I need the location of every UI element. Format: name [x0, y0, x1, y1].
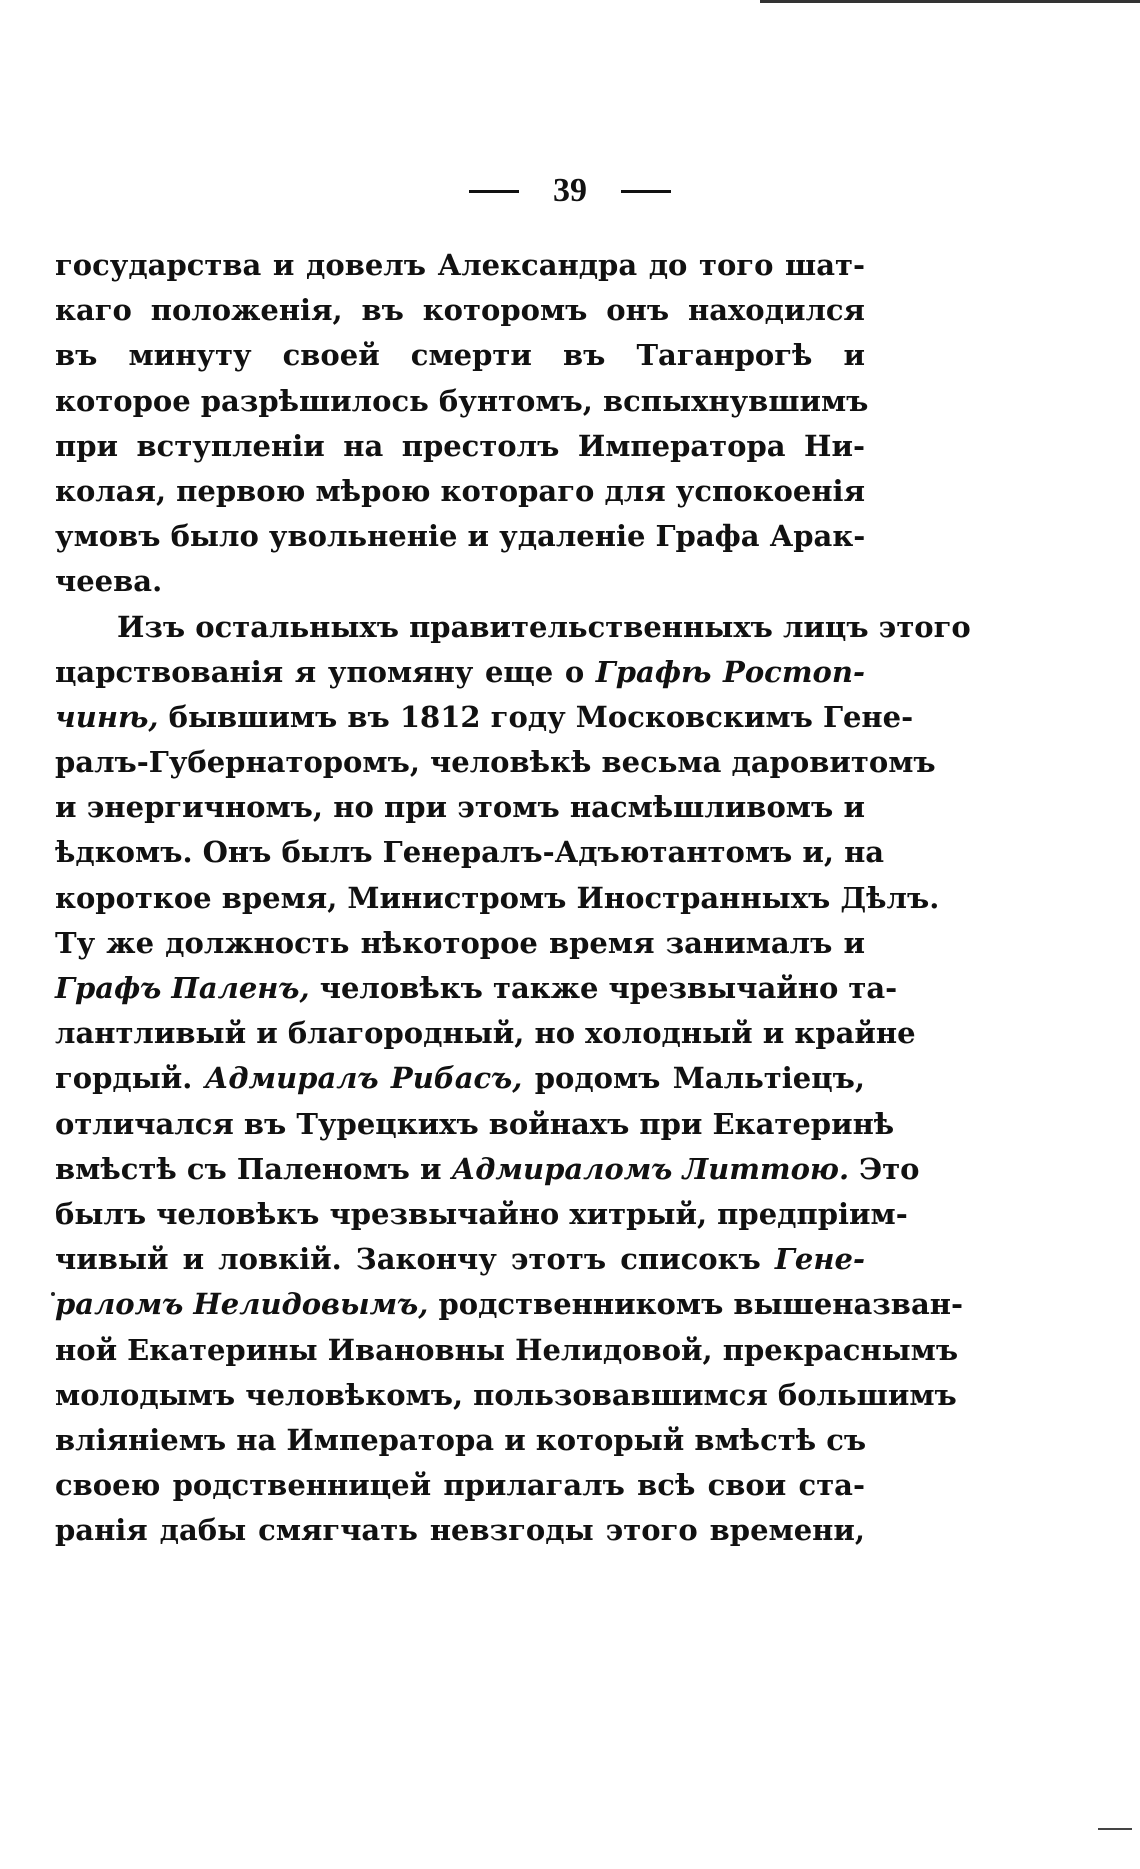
margin-speck	[51, 1292, 55, 1296]
text-line: гордый. Адмиралъ Рибасъ, родомъ Мальтіецъ,	[55, 1061, 865, 1096]
italic-name: Адмиралъ Рибасъ,	[204, 1061, 523, 1096]
text-line: вмѣстѣ съ Паленомъ и Адмираломъ Литтою. Это	[55, 1151, 920, 1186]
text-line: царствованія я упомяну еще о Графѣ Ростоп-	[55, 654, 865, 689]
text-line: каго положенія, въ которомъ онъ находился	[55, 293, 865, 328]
text-line: лантливый и благородный, но холодный и крайне	[55, 1016, 916, 1051]
italic-name: Адмираломъ Литтою.	[451, 1151, 850, 1186]
top-edge-rule	[760, 0, 1140, 3]
text-line: въ минуту своей смерти въ Таганрогѣ и	[55, 338, 865, 373]
text-line: былъ человѣкъ чрезвычайно хитрый, предпріим-	[55, 1196, 908, 1231]
text-line: вліяніемъ на Императора и который вмѣстѣ съ	[55, 1422, 867, 1457]
text-line: ѣдкомъ. Онъ былъ Генералъ-Адъютантомъ и, на	[55, 835, 885, 870]
text-line: отличался въ Турецкихъ войнахъ при Екатеринѣ	[55, 1106, 895, 1141]
text-line: раломъ Нелидовымъ, родственникомъ вышеназван-	[55, 1287, 963, 1322]
text-line: своею родственницей прилагалъ всѣ свои ста-	[55, 1468, 865, 1503]
body-text	[55, 243, 971, 1553]
text-line: государства и довелъ Александра до того шат-	[55, 248, 865, 282]
text-line: чинѣ, бывшимъ въ 1812 году Московскимъ Гене-	[55, 699, 914, 734]
right-dash	[621, 190, 671, 193]
italic-name: Графѣ Ростоп-	[595, 654, 865, 689]
text-line: и энергичномъ, но при этомъ насмѣшливомъ и	[55, 790, 865, 825]
text-line: ной Екатерины Ивановны Нелидовой, прекраснымъ	[55, 1332, 959, 1367]
italic-name: Гене-	[774, 1242, 865, 1277]
text-line: колая, первою мѣрою котораго для успокоенія	[55, 473, 865, 508]
margin-mark	[1098, 1828, 1132, 1830]
text-line: короткое время, Министромъ Иностранныхъ Дѣлъ.	[55, 880, 940, 915]
text-line: умовъ было увольненіе и удаленіе Графа Арак-	[55, 519, 866, 554]
italic-name: раломъ Нелидовымъ,	[55, 1287, 429, 1322]
text-line: Ту же должность нѣкоторое время занималъ и	[55, 925, 865, 960]
page-number-header	[0, 172, 1140, 210]
italic-name: чинѣ,	[55, 699, 159, 734]
text-line: чеева.	[55, 564, 163, 599]
page-number: 39	[553, 172, 587, 209]
text-line: ранія дабы смягчать невзгоды этого времени,	[55, 1513, 865, 1548]
text-line: молодымъ человѣкомъ, пользовавшимся большимъ	[55, 1377, 957, 1412]
text-line: которое разрѣшилось бунтомъ, вспыхнувшимъ	[55, 383, 869, 418]
text-line: чивый и ловкій. Закончу этотъ списокъ Гене-	[55, 1242, 865, 1277]
text-line: при вступленіи на престолъ Императора Ни-	[55, 428, 865, 463]
text-line: Графъ Паленъ, человѣкъ также чрезвычайно та-	[55, 971, 898, 1005]
left-dash	[469, 190, 519, 193]
italic-name: Графъ Паленъ,	[55, 971, 310, 1005]
text-line: ралъ-Губернаторомъ, человѣкѣ весьма даровитомъ	[55, 745, 936, 780]
text-line: Изъ остальныхъ правительственныхъ лицъ этого	[117, 609, 971, 644]
